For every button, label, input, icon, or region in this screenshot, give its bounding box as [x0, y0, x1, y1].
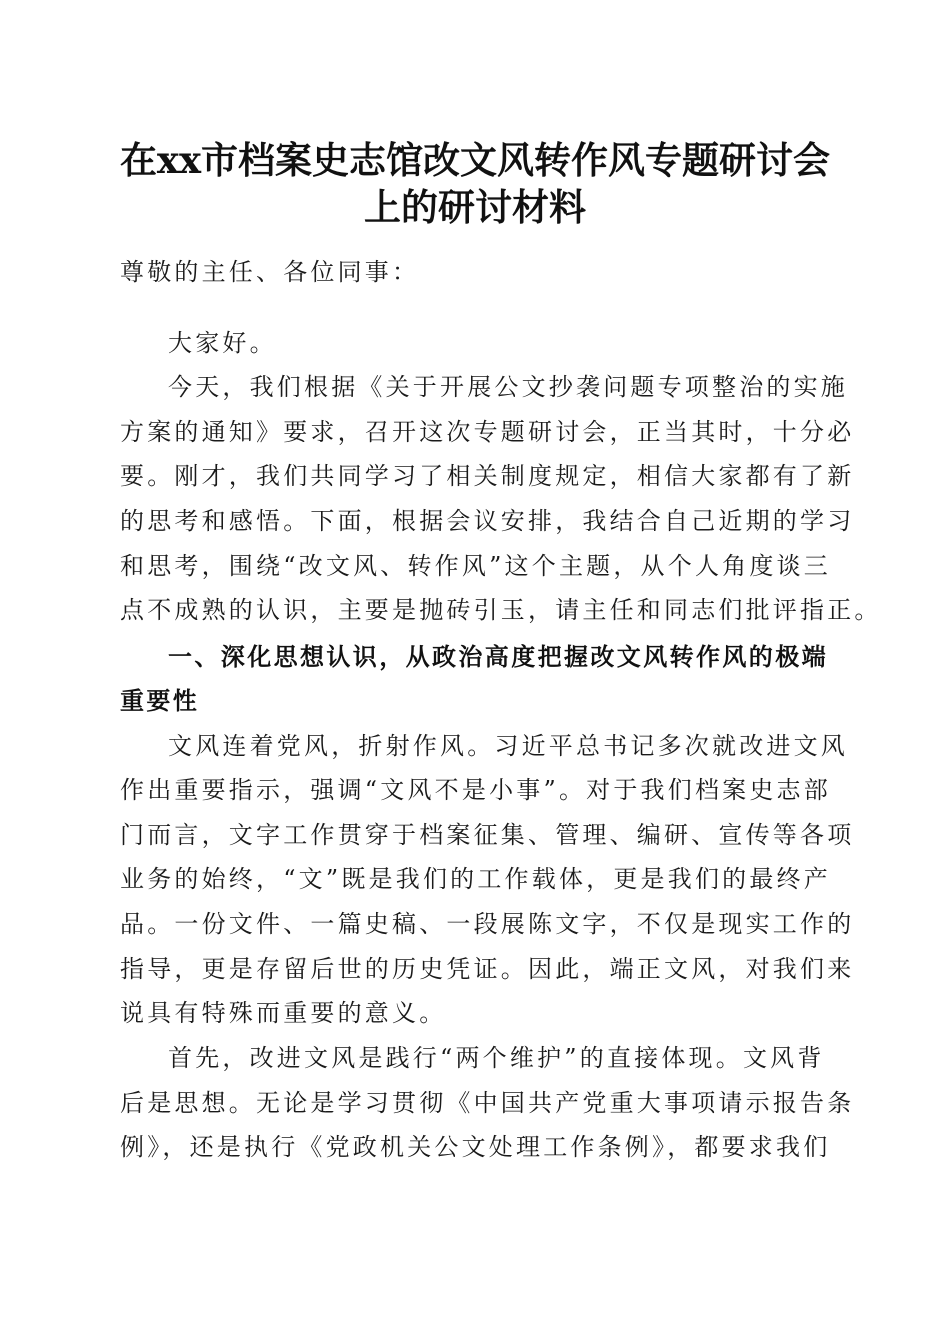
- paragraph-line: 品。一份文件、一篇史稿、一段展陈文字，不仅是现实工作的: [120, 910, 855, 938]
- section-heading: 重要性: [120, 687, 200, 715]
- paragraph-line: 例》，还是执行《党政机关公文处理工作条例》，都要求我们: [120, 1133, 831, 1161]
- intro-line: 要。刚才，我们共同学习了相关制度规定，相信大家都有了新: [120, 462, 855, 490]
- paragraph-line: 文风连着党风，折射作风。习近平总书记多次就改进文风: [168, 732, 848, 760]
- section-heading: 一、深化思想认识，从政治高度把握改文风转作风的极端: [168, 643, 828, 671]
- intro-line: 的思考和感悟。下面，根据会议安排，我结合自己近期的学习: [120, 507, 855, 535]
- intro-line: 点不成熟的认识，主要是抛砖引玉，请主任和同志们批评指正。: [120, 596, 882, 624]
- paragraph-line: 业务的始终，“文”既是我们的工作载体，更是我们的最终产: [120, 865, 831, 893]
- paragraph-line: 门而言，文字工作贯穿于档案征集、管理、编研、宣传等各项: [120, 821, 855, 849]
- paragraph-line: 后是思想。无论是学习贯彻《中国共产党重大事项请示报告条: [120, 1089, 855, 1117]
- intro-line: 今天，我们根据《关于开展公文抄袭问题专项整治的实施: [168, 373, 848, 401]
- paragraph-line: 说具有特殊而重要的意义。: [120, 999, 447, 1027]
- document-title-line-2: 上的研讨材料: [364, 185, 586, 229]
- document-title-line-1: 在xx市档案史志馆改文风转作风专题研讨会: [119, 138, 831, 182]
- paragraph-line: 首先，改进文风是践行“两个维护”的直接体现。文风背: [168, 1044, 825, 1072]
- intro-line: 和思考，围绕“改文风、转作风”这个主题，从个人角度谈三: [120, 552, 831, 580]
- greeting: 大家好。: [168, 329, 277, 357]
- intro-line: 方案的通知》要求，召开这次专题研讨会，正当其时，十分必: [120, 418, 855, 446]
- paragraph-line: 指导，更是存留后世的历史凭证。因此，端正文风，对我们来: [120, 955, 855, 983]
- salutation: 尊敬的主任、各位同事：: [120, 258, 420, 286]
- paragraph-line: 作出重要指示，强调“文风不是小事”。对于我们档案史志部: [120, 776, 831, 804]
